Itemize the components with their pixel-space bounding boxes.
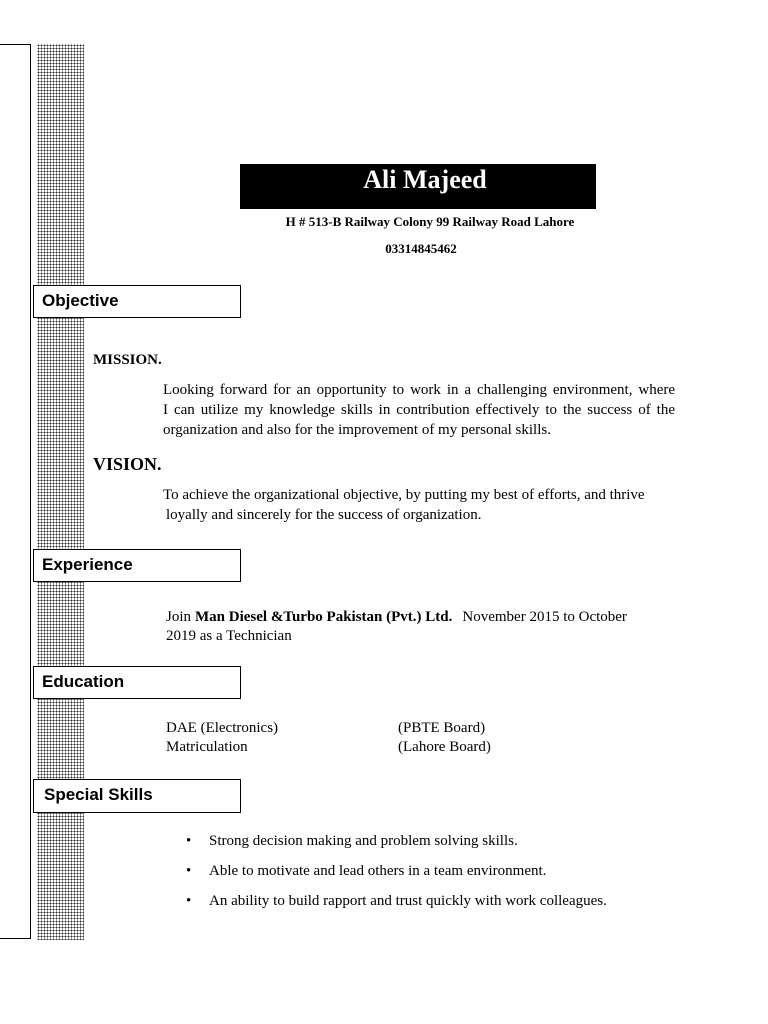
skill-text: Able to motivate and lead others in a team environment. [209,863,547,879]
skills-list [186,831,746,921]
experience-line: 2019 as a Technician [166,628,292,644]
vision-paragraph [163,485,723,525]
section-heading-experience [33,549,241,582]
candidate-name: Ali Majeed [363,165,487,194]
qualification: DAE (Electronics) [166,720,279,736]
experience-prefix: Join [166,609,192,625]
vision-line: loyally and sincerely for the success of organization. [166,507,482,523]
section-title: Special Skills [44,785,153,804]
mission-line: Looking forward for an opportunity to work in a challenging environment, where [163,382,675,398]
board: (PBTE Board) [398,720,486,736]
section-title: Experience [42,555,133,574]
section-heading-special-skills [33,779,241,813]
experience-entry [166,608,726,646]
section-title: Objective [42,291,119,310]
skill-text: An ability to build rapport and trust quickly with work colleagues. [209,893,607,909]
board: (Lahore Board) [398,739,491,755]
address: H # 513-B Railway Colony 99 Railway Road Lahore [285,214,575,229]
section-heading-objective [33,285,241,318]
list-item [186,891,746,921]
left-border-line [0,44,31,939]
vision-line: To achieve the organizational objective, by putting my best of efforts, and thrive [163,487,645,503]
bullet-icon [186,891,191,911]
mission-line: organization and also for the improvement of my personal skills. [163,422,551,438]
section-title: Education [42,672,125,691]
experience-period: November 2015 to October [462,609,627,625]
education-table [166,719,666,757]
list-item [186,861,746,891]
experience-line [166,608,726,627]
education-row [166,719,666,738]
qualification: Matriculation [166,739,248,755]
company-name: Man Diesel &Turbo Pakistan (Pvt.) Ltd. [195,609,453,625]
list-item [186,831,746,861]
vision-label: VISION. [93,454,162,474]
bullet-icon [186,861,191,881]
section-heading-education [33,666,241,699]
education-row [166,738,666,757]
phone-number: 03314845462 [385,241,457,256]
mission-paragraph [163,380,675,440]
bullet-icon [186,831,191,851]
skill-text: Strong decision making and problem solving skills. [209,833,518,849]
mission-line: I can utilize my knowledge skills in contribution effectively to the success of the [163,402,675,418]
mission-label: MISSION. [93,352,162,368]
